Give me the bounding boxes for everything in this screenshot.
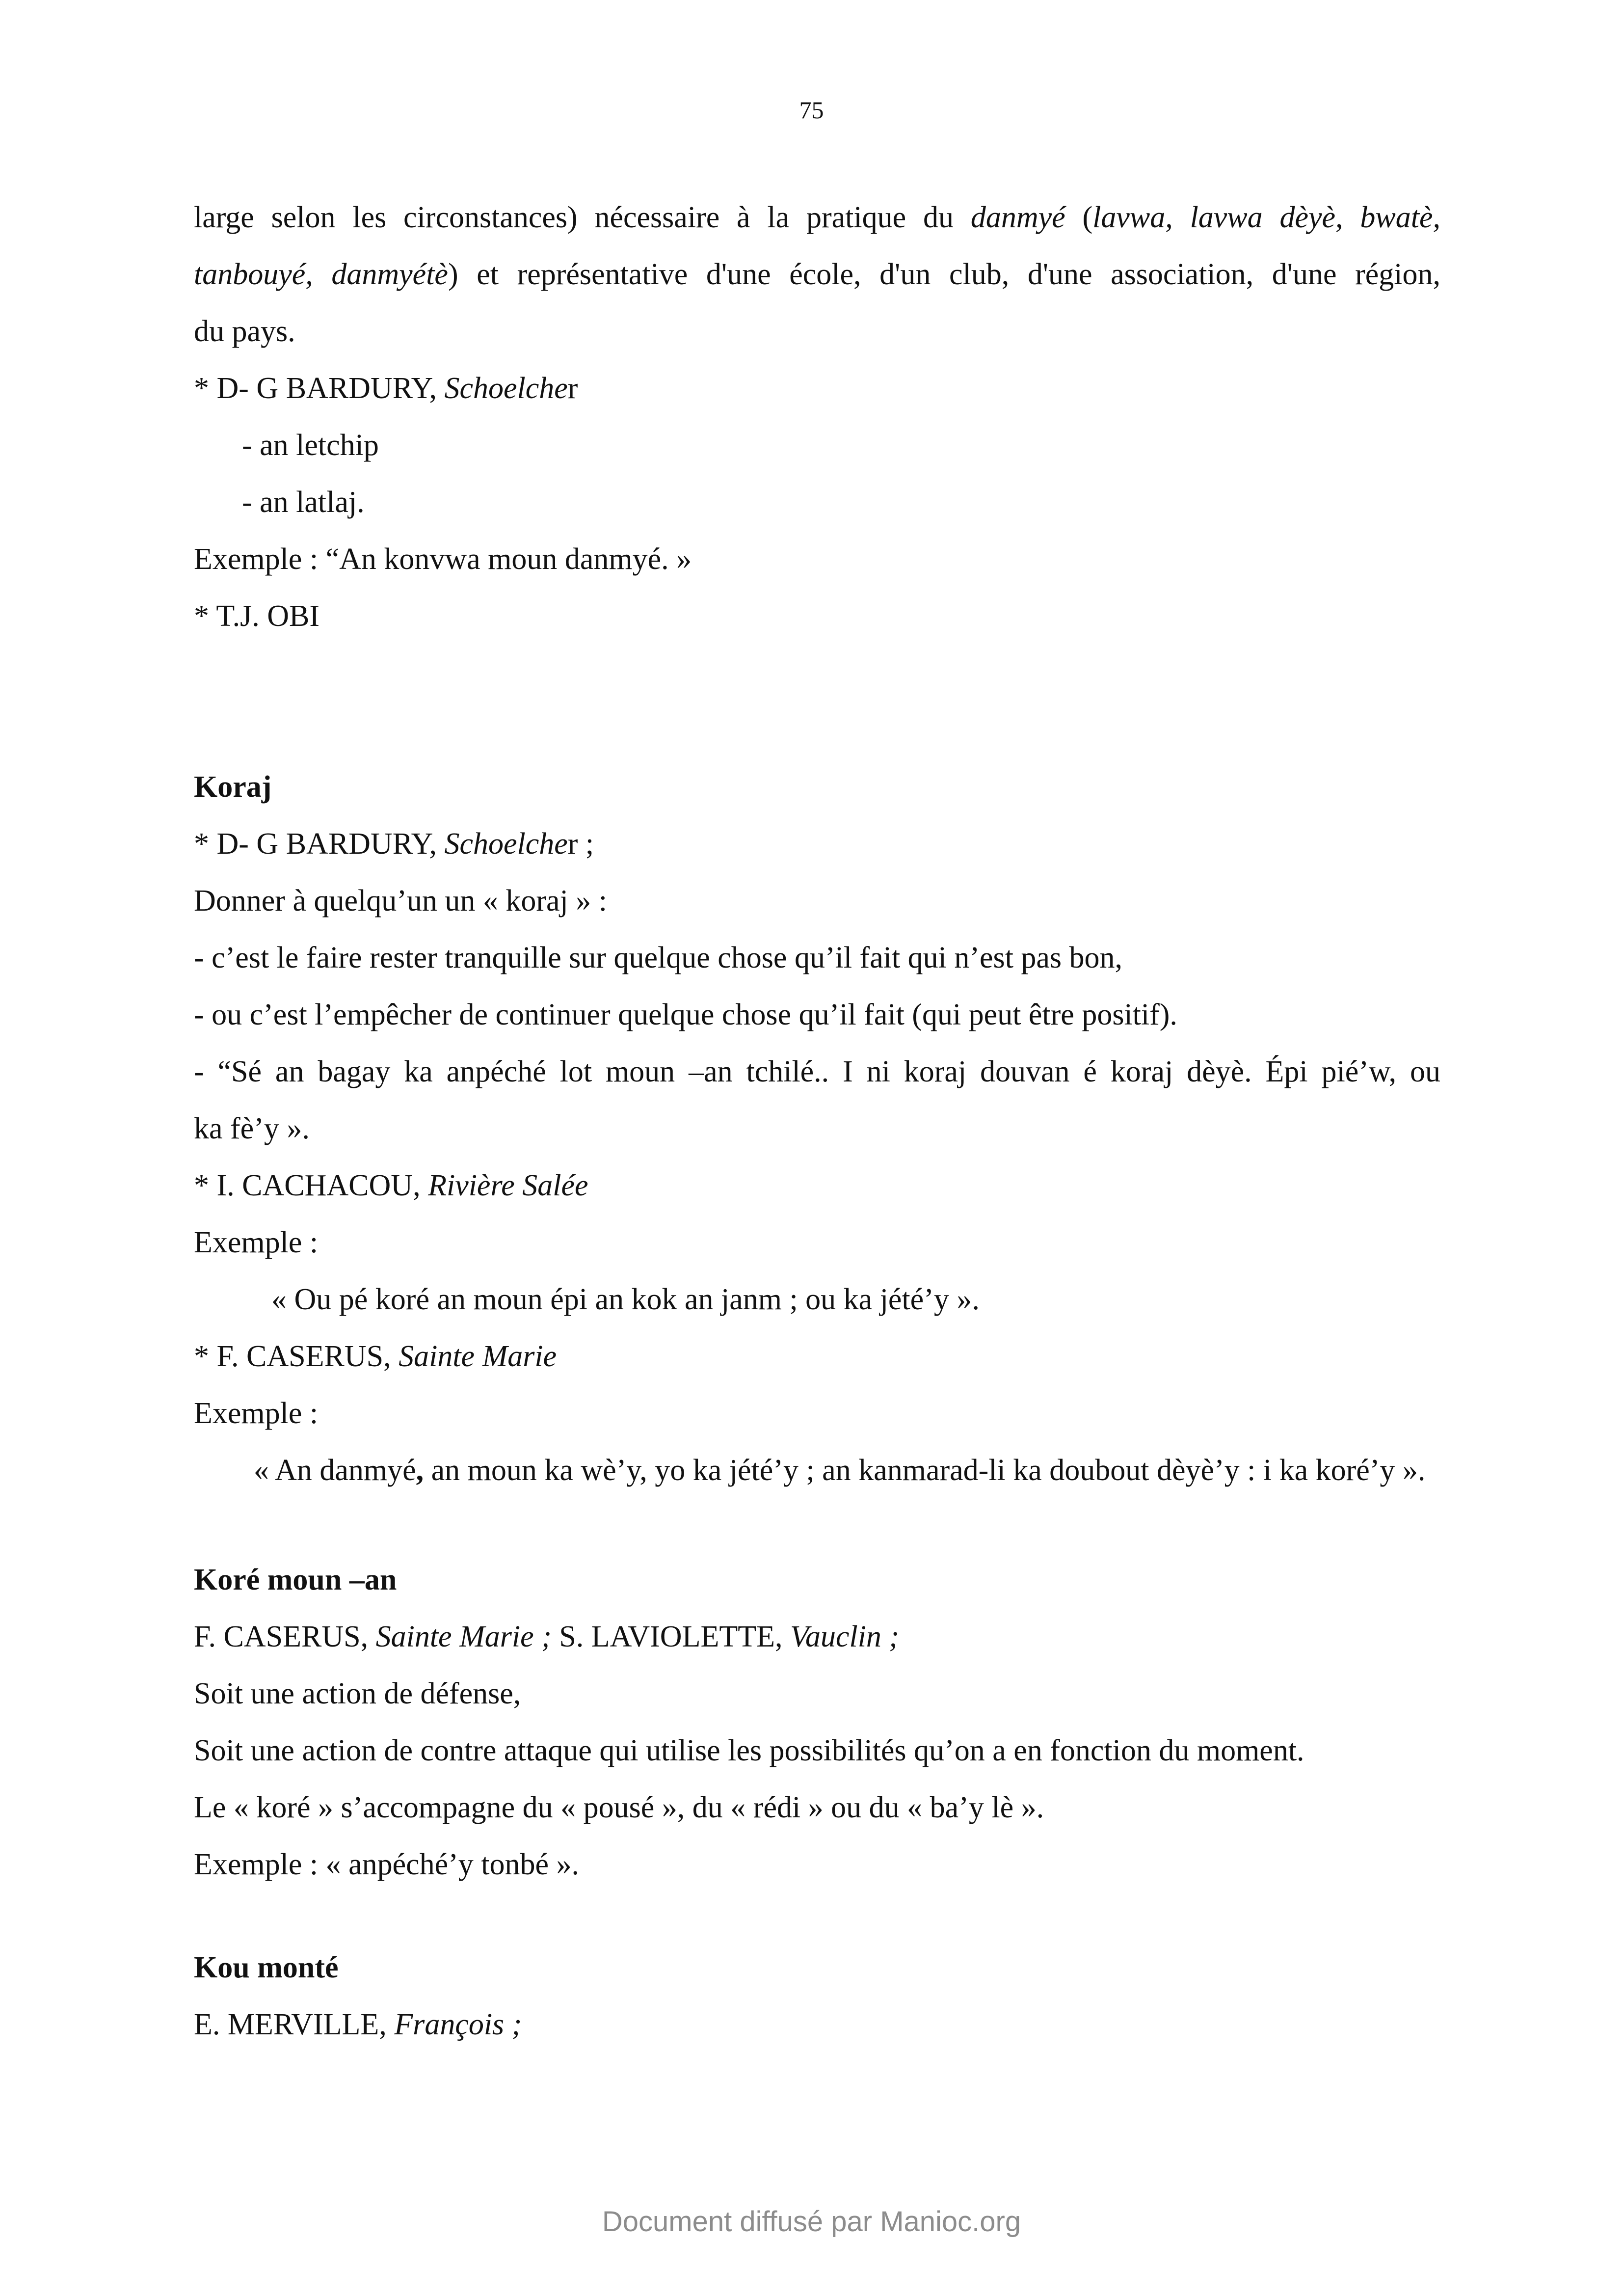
- definition-line: Le « koré » s’accompagne du « pousé », du « rédi » ou du « ba’y lè ».: [194, 1791, 1044, 1824]
- footer-credit: Document diffusé par Manioc.org: [602, 2206, 1021, 2238]
- entry-heading-koraj: Koraj: [194, 770, 272, 804]
- definition-line: Soit une action de contre attaque qui utilise les possibilités qu’on a en fonction du moment.: [194, 1734, 1304, 1767]
- definition-line: ka fè’y ».: [194, 1112, 310, 1145]
- list-item: - an latlaj.: [242, 486, 365, 519]
- source-bardury: * D- G BARDURY, Schoelcher ;: [194, 827, 594, 861]
- definition-line: - “Sé an bagay ka anpéché lot moun –an tchilé.. I ni koraj douvan é koraj dèyè. Épi pié’w, ou: [194, 1055, 1440, 1088]
- example-label: Exemple :: [194, 1226, 319, 1259]
- definition-line: Donner à quelqu’un un « koraj » :: [194, 884, 607, 918]
- source-cachacou: * I. CACHACOU, Rivière Salée: [194, 1169, 588, 1202]
- source-obi: * T.J. OBI: [194, 599, 320, 633]
- intro-line-2: tanbouyé, danmyétè) et représentative d'une école, d'un club, d'une association, d'une région,: [194, 258, 1440, 291]
- example-label: Exemple :: [194, 1397, 319, 1430]
- page-body: [194, 189, 1440, 2053]
- definition-line: - ou c’est l’empêcher de continuer quelque chose qu’il fait (qui peut être positif).: [194, 998, 1177, 1031]
- example-line: Exemple : « anpéché’y tonbé ».: [194, 1848, 580, 1881]
- example-quote: « Ou pé koré an moun épi an kok an janm ; ou ka jété’y ».: [271, 1283, 980, 1316]
- page-number: 75: [799, 96, 824, 124]
- intro-line-3: du pays.: [194, 315, 295, 348]
- source-caserus: * F. CASERUS, Sainte Marie: [194, 1340, 557, 1373]
- list-item: - an letchip: [242, 429, 379, 462]
- definition-line: - c’est le faire rester tranquille sur quelque chose qu’il fait qui n’est pas bon,: [194, 941, 1123, 974]
- source-bardury: * D- G BARDURY, Schoelcher: [194, 372, 578, 405]
- intro-line-1: large selon les circonstances) nécessaire à la pratique du danmyé (lavwa, lavwa dèyè, bwatè,: [194, 201, 1440, 234]
- source-merville: E. MERVILLE, François ;: [194, 2008, 522, 2041]
- example-quote: « An danmyé, an moun ka wè’y, yo ka jété’y ; an kanmarad-li ka doubout dèyè’y : i ka koré’y ».: [254, 1454, 1426, 1487]
- definition-line: Soit une action de défense,: [194, 1677, 521, 1710]
- example-line: Exemple : “An konvwa moun danmyé. »: [194, 542, 692, 576]
- entry-heading-kou-monte: Kou monté: [194, 1951, 339, 1984]
- entry-heading-kore-moun-an: Koré moun –an: [194, 1563, 397, 1596]
- source-line: F. CASERUS, Sainte Marie ; S. LAVIOLETTE, Vauclin ;: [194, 1620, 900, 1653]
